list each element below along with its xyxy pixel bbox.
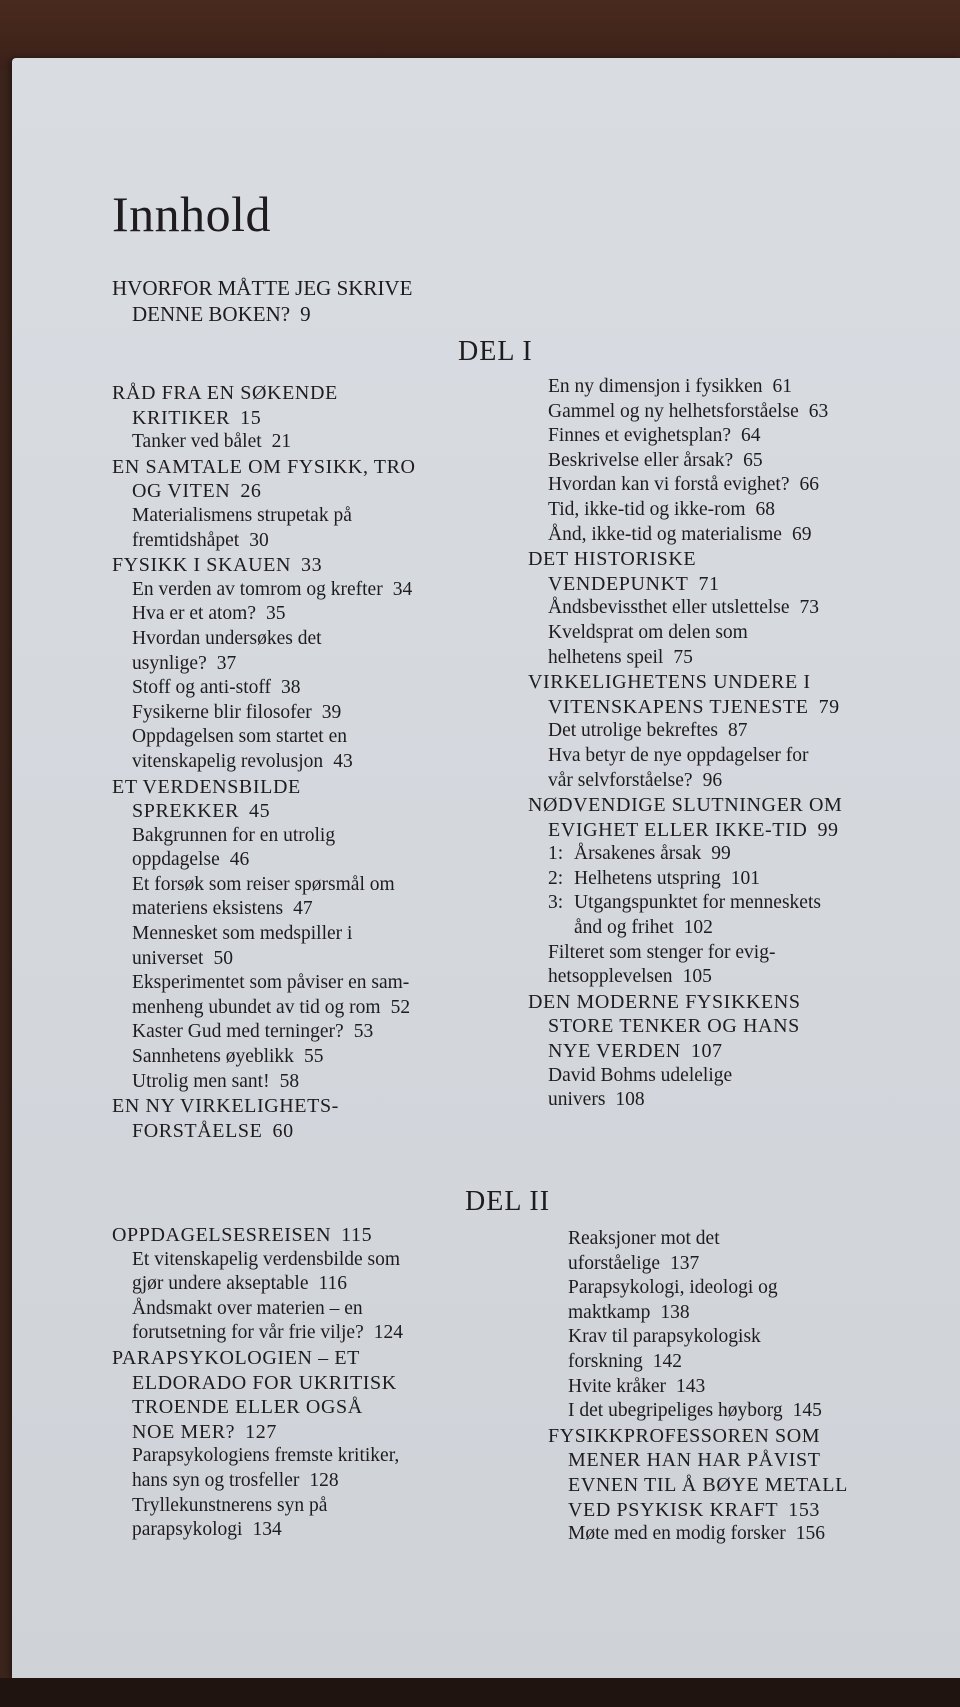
page-number: 87 <box>728 720 748 742</box>
entry-title: Årsakenes årsak <box>574 843 702 865</box>
page-number: 50 <box>213 947 233 969</box>
entry-title: DET HISTORISKE <box>528 548 697 571</box>
entry-title-continued: SPREKKER 45 <box>132 800 271 823</box>
section-entry <box>112 1494 512 1543</box>
entry-title: NØDVENDIGE SLUTNINGER OM <box>528 794 843 817</box>
entry-title-continued: usynlige? 37 <box>132 652 237 674</box>
section-entry <box>112 824 512 873</box>
section-entry <box>528 424 948 449</box>
entry-title-continued: VENDEPUNKT 71 <box>548 572 720 595</box>
page-number: 43 <box>333 750 353 772</box>
page-number: 101 <box>730 867 761 889</box>
entry-title-continued: hans syn og trosfeller 128 <box>132 1469 339 1491</box>
entry-title: En ny dimensjon i fysikken <box>548 376 763 397</box>
section-entry <box>528 449 948 474</box>
page-number: 53 <box>353 1021 374 1043</box>
entry-title: Hvordan kan vi forstå evighet? <box>548 474 790 496</box>
entry-title: Åndsmakt over materien – en <box>132 1297 363 1319</box>
page-number: 108 <box>615 1089 645 1111</box>
intro-line1: HVORFOR MÅTTE JEG SKRIVE <box>112 276 413 300</box>
entry-title: Et forsøk som reiser spørsmål om <box>132 873 395 895</box>
section-entry <box>528 891 948 940</box>
page-number: 73 <box>799 597 820 619</box>
section-entry <box>528 719 948 744</box>
chapter-entry <box>548 1424 948 1522</box>
section-entry <box>112 1070 512 1095</box>
section-entry <box>112 922 512 971</box>
toc-column-part2-left <box>112 1223 512 1543</box>
entry-title-continued: vitenskapelig revolusjon 43 <box>132 750 353 772</box>
entry-title-continued: KRITIKER 15 <box>132 406 262 429</box>
entry-title-continued: MENER HAN HAR PÅVIST EVNEN TIL Å BØYE METALL VED PSYKISK KRAFT 153 <box>568 1449 848 1521</box>
entry-title-continued: ånd og frihet 102 <box>574 917 713 939</box>
section-entry <box>112 701 512 726</box>
page-number: 99 <box>817 818 839 841</box>
entry-title: PARAPSYKOLOGIEN – ET <box>112 1346 360 1369</box>
part-heading-1: DEL I <box>458 336 533 367</box>
entry-title-continued: univers 108 <box>548 1089 645 1111</box>
entry-title: FYSIKKPROFESSOREN SOM <box>548 1424 821 1447</box>
page-number: 66 <box>799 474 820 496</box>
chapter-entry <box>112 381 512 430</box>
page-number: 60 <box>272 1119 294 1142</box>
page-number: 79 <box>818 695 840 718</box>
entry-title-continued: parapsykologi 134 <box>132 1519 282 1541</box>
entry-title-continued: OG VITEN 26 <box>132 480 262 503</box>
entry-title: Finnes et evighetsplan? <box>548 425 732 447</box>
entry-title: Tanker ved bålet <box>132 431 262 453</box>
entry-title: Parapsykologiens fremste kritiker, <box>132 1445 400 1467</box>
entry-title: Fysikerne blir filosofer <box>132 701 312 723</box>
entry-title: En verden av tomrom og krefter <box>132 578 383 600</box>
page-number: 116 <box>318 1273 348 1295</box>
page-number: 138 <box>660 1301 690 1323</box>
chapter-entry <box>528 547 948 596</box>
section-entry <box>112 1045 512 1070</box>
entry-title: Tryllekunstnerens syn på <box>132 1494 328 1516</box>
entry-title: Eksperimentet som påviser en sam- <box>132 972 410 994</box>
page-number: 156 <box>795 1523 825 1545</box>
chapter-entry <box>528 990 948 1064</box>
section-entry <box>548 1227 948 1276</box>
entry-title: OPPDAGELSESREISEN <box>112 1224 332 1246</box>
entry-title: Kaster Gud med terninger? <box>132 1021 344 1043</box>
section-entry <box>528 523 948 548</box>
entry-title-continued: forskning 142 <box>568 1350 682 1372</box>
toc-column-part1-right <box>528 375 948 1113</box>
page-number: 153 <box>788 1498 821 1521</box>
section-entry <box>112 971 512 1020</box>
entry-title: VIRKELIGHETENS UNDERE I <box>528 671 811 694</box>
section-entry <box>548 1399 948 1424</box>
entry-title: Utrolig men sant! <box>132 1070 270 1092</box>
entry-title: EN SAMTALE OM FYSIKK, TRO <box>112 455 416 478</box>
entry-title: Helhetens utspring <box>574 867 721 889</box>
entry-title-continued: gjør undere akseptable 116 <box>132 1273 348 1295</box>
section-entry <box>112 676 512 701</box>
page-number: 34 <box>392 578 413 600</box>
chapter-entry <box>112 775 512 824</box>
entry-title: Åndsbevissthet eller utslettelse <box>548 597 790 619</box>
entry-title: RÅD FRA EN SØKENDE <box>112 382 338 404</box>
section-entry <box>112 1444 512 1493</box>
entry-title: Filteret som stenger for evig- <box>548 941 776 963</box>
page-number: 39 <box>321 701 342 723</box>
page-number: 33 <box>301 554 323 577</box>
section-entry <box>528 473 948 498</box>
page-number: 64 <box>741 425 761 447</box>
entry-title: DEN MODERNE FYSIKKENS <box>528 990 801 1013</box>
section-entry <box>112 627 512 676</box>
entry-title: Hvite kråker <box>568 1375 666 1397</box>
page-number: 105 <box>682 966 712 988</box>
entry-number: 1: <box>548 843 564 865</box>
page-number: 63 <box>808 400 829 422</box>
entry-title-continued: fremtidshåpet 30 <box>132 529 269 551</box>
book-edge <box>0 1678 960 1707</box>
entry-title: I det ubegripeliges høyborg <box>568 1400 783 1422</box>
part-heading-2: DEL II <box>465 1186 551 1217</box>
page-number: 69 <box>791 523 812 545</box>
section-entry <box>528 375 948 400</box>
entry-title-continued: maktkamp 138 <box>568 1301 690 1323</box>
page-number: 107 <box>690 1040 723 1063</box>
entry-number: 2: <box>548 867 564 889</box>
entry-title-continued: oppdagelse 46 <box>132 849 250 871</box>
page-number: 38 <box>281 677 301 699</box>
section-entry <box>112 578 512 603</box>
entry-title-continued: FORSTÅELSE 60 <box>132 1119 294 1142</box>
section-entry <box>528 400 948 425</box>
page-number: 9 <box>300 302 311 326</box>
page-number: 75 <box>673 646 693 668</box>
page-number: 55 <box>303 1046 324 1068</box>
page-number: 142 <box>652 1350 682 1372</box>
entry-title: Møte med en modig forsker <box>568 1523 786 1545</box>
section-entry <box>112 430 512 455</box>
entry-title: ET VERDENSBILDE <box>112 775 301 798</box>
chapter-entry <box>112 1094 512 1143</box>
entry-title: EN NY VIRKELIGHETS- <box>112 1095 339 1118</box>
section-entry <box>528 596 948 621</box>
toc-column-part1-left <box>112 381 512 1143</box>
page-number: 45 <box>249 800 271 823</box>
entry-title: Bakgrunnen for en utrolig <box>132 824 336 846</box>
intro-line2: DENNE BOKEN? <box>132 302 291 326</box>
page-title: Innhold <box>112 186 272 242</box>
entry-title: Tid, ikke-tid og ikke-rom <box>548 498 746 520</box>
page-number: 145 <box>792 1400 822 1422</box>
section-entry <box>528 1064 948 1113</box>
chapter-entry <box>112 553 512 578</box>
page-number: 99 <box>711 843 731 865</box>
page-number: 143 <box>676 1375 706 1397</box>
page-number: 35 <box>265 603 286 625</box>
entry-title: Hva betyr de nye oppdagelser for <box>548 744 809 766</box>
section-entry <box>528 941 948 990</box>
entry-title-continued: vår selvforståelse? 96 <box>548 769 723 791</box>
section-entry <box>112 873 512 922</box>
page-number: 37 <box>216 652 237 674</box>
entry-title: Krav til parapsykologisk <box>568 1326 761 1348</box>
page-number: 52 <box>390 996 411 1018</box>
entry-title: Mennesket som medspiller i <box>132 923 353 945</box>
entry-number: 3: <box>548 892 564 914</box>
entry-title: Oppdagelsen som startet en <box>132 726 347 748</box>
toc-column-part2-right <box>548 1227 948 1547</box>
entry-title-continued: helhetens speil 75 <box>548 646 693 668</box>
section-entry <box>528 842 948 867</box>
page-number: 128 <box>309 1469 339 1491</box>
entry-title: Det utrolige bekreftes <box>548 720 719 742</box>
section-entry <box>528 621 948 670</box>
chapter-entry <box>528 670 948 719</box>
section-entry <box>548 1325 948 1374</box>
section-entry <box>112 1297 512 1346</box>
page-number: 134 <box>252 1519 282 1541</box>
entry-title: Materialismens strupetak på <box>132 504 352 526</box>
entry-title: David Bohms udelelige <box>548 1064 733 1086</box>
entry-title: Sannhetens øyeblikk <box>132 1046 294 1068</box>
page-number: 71 <box>698 572 720 595</box>
entry-title: Hvordan undersøkes det <box>132 627 322 649</box>
page-number: 124 <box>373 1322 403 1344</box>
page-number: 127 <box>245 1420 277 1443</box>
entry-title-continued: forutsetning for vår frie vilje? 124 <box>132 1322 403 1344</box>
chapter-entry <box>112 1223 512 1248</box>
page-number: 26 <box>240 480 262 503</box>
entry-title-continued: menheng ubundet av tid og rom 52 <box>132 996 411 1018</box>
page-number: 15 <box>240 406 262 429</box>
chapter-entry <box>112 1346 512 1444</box>
page-number: 30 <box>249 529 269 551</box>
page-number: 46 <box>229 849 250 871</box>
entry-title: Utgangspunktet for menneskets <box>574 892 821 914</box>
entry-title-continued: hetsopplevelsen 105 <box>548 966 712 988</box>
entry-title-continued: EVIGHET ELLER IKKE-TID 99 <box>548 818 839 841</box>
section-entry <box>112 504 512 553</box>
page-number: 58 <box>279 1070 300 1092</box>
entry-title: Parapsykologi, ideologi og <box>568 1277 778 1299</box>
entry-title: Ånd, ikke-tid og materialisme <box>548 523 782 545</box>
entry-title: Stoff og anti-stoff <box>132 677 272 699</box>
section-entry <box>528 867 948 892</box>
section-entry <box>548 1522 948 1547</box>
page-number: 21 <box>271 431 292 453</box>
entry-title: Gammel og ny helhetsforståelse <box>548 400 799 422</box>
intro-entry <box>112 275 412 327</box>
chapter-entry <box>528 793 948 842</box>
section-entry <box>112 602 512 627</box>
entry-title: FYSIKK I SKAUEN <box>112 554 292 577</box>
entry-title-continued: VITENSKAPENS TJENESTE 79 <box>548 695 840 718</box>
section-entry <box>112 1020 512 1045</box>
entry-title-continued: uforståelige 137 <box>568 1252 700 1274</box>
page-number: 68 <box>755 498 776 520</box>
entry-title-continued: STORE TENKER OG HANS NYE VERDEN 107 <box>548 1015 800 1063</box>
page-number: 61 <box>772 376 792 397</box>
page-number: 137 <box>670 1252 700 1274</box>
entry-title: Beskrivelse eller årsak? <box>548 449 734 471</box>
entry-title: Hva er et atom? <box>132 603 256 625</box>
section-entry <box>112 1248 512 1297</box>
page-number: 65 <box>743 449 763 471</box>
page-number: 47 <box>293 898 313 920</box>
entry-title-continued: ELDORADO FOR UKRITISK TROENDE ELLER OGSÅ NOE MER? 127 <box>132 1371 397 1443</box>
entry-title-continued: universet 50 <box>132 947 233 969</box>
entry-title-continued: materiens eksistens 47 <box>132 898 313 920</box>
entry-title: Et vitenskapelig verdensbilde som <box>132 1248 401 1270</box>
page-number: 115 <box>341 1224 373 1246</box>
entry-title: Reaksjoner mot det <box>568 1228 720 1249</box>
section-entry <box>528 498 948 523</box>
section-entry <box>528 744 948 793</box>
page-number: 102 <box>683 917 713 939</box>
section-entry <box>548 1375 948 1400</box>
entry-title: Kveldsprat om delen som <box>548 621 748 643</box>
section-entry <box>112 725 512 774</box>
section-entry <box>548 1276 948 1325</box>
chapter-entry <box>112 455 512 504</box>
page-number: 96 <box>702 769 723 791</box>
